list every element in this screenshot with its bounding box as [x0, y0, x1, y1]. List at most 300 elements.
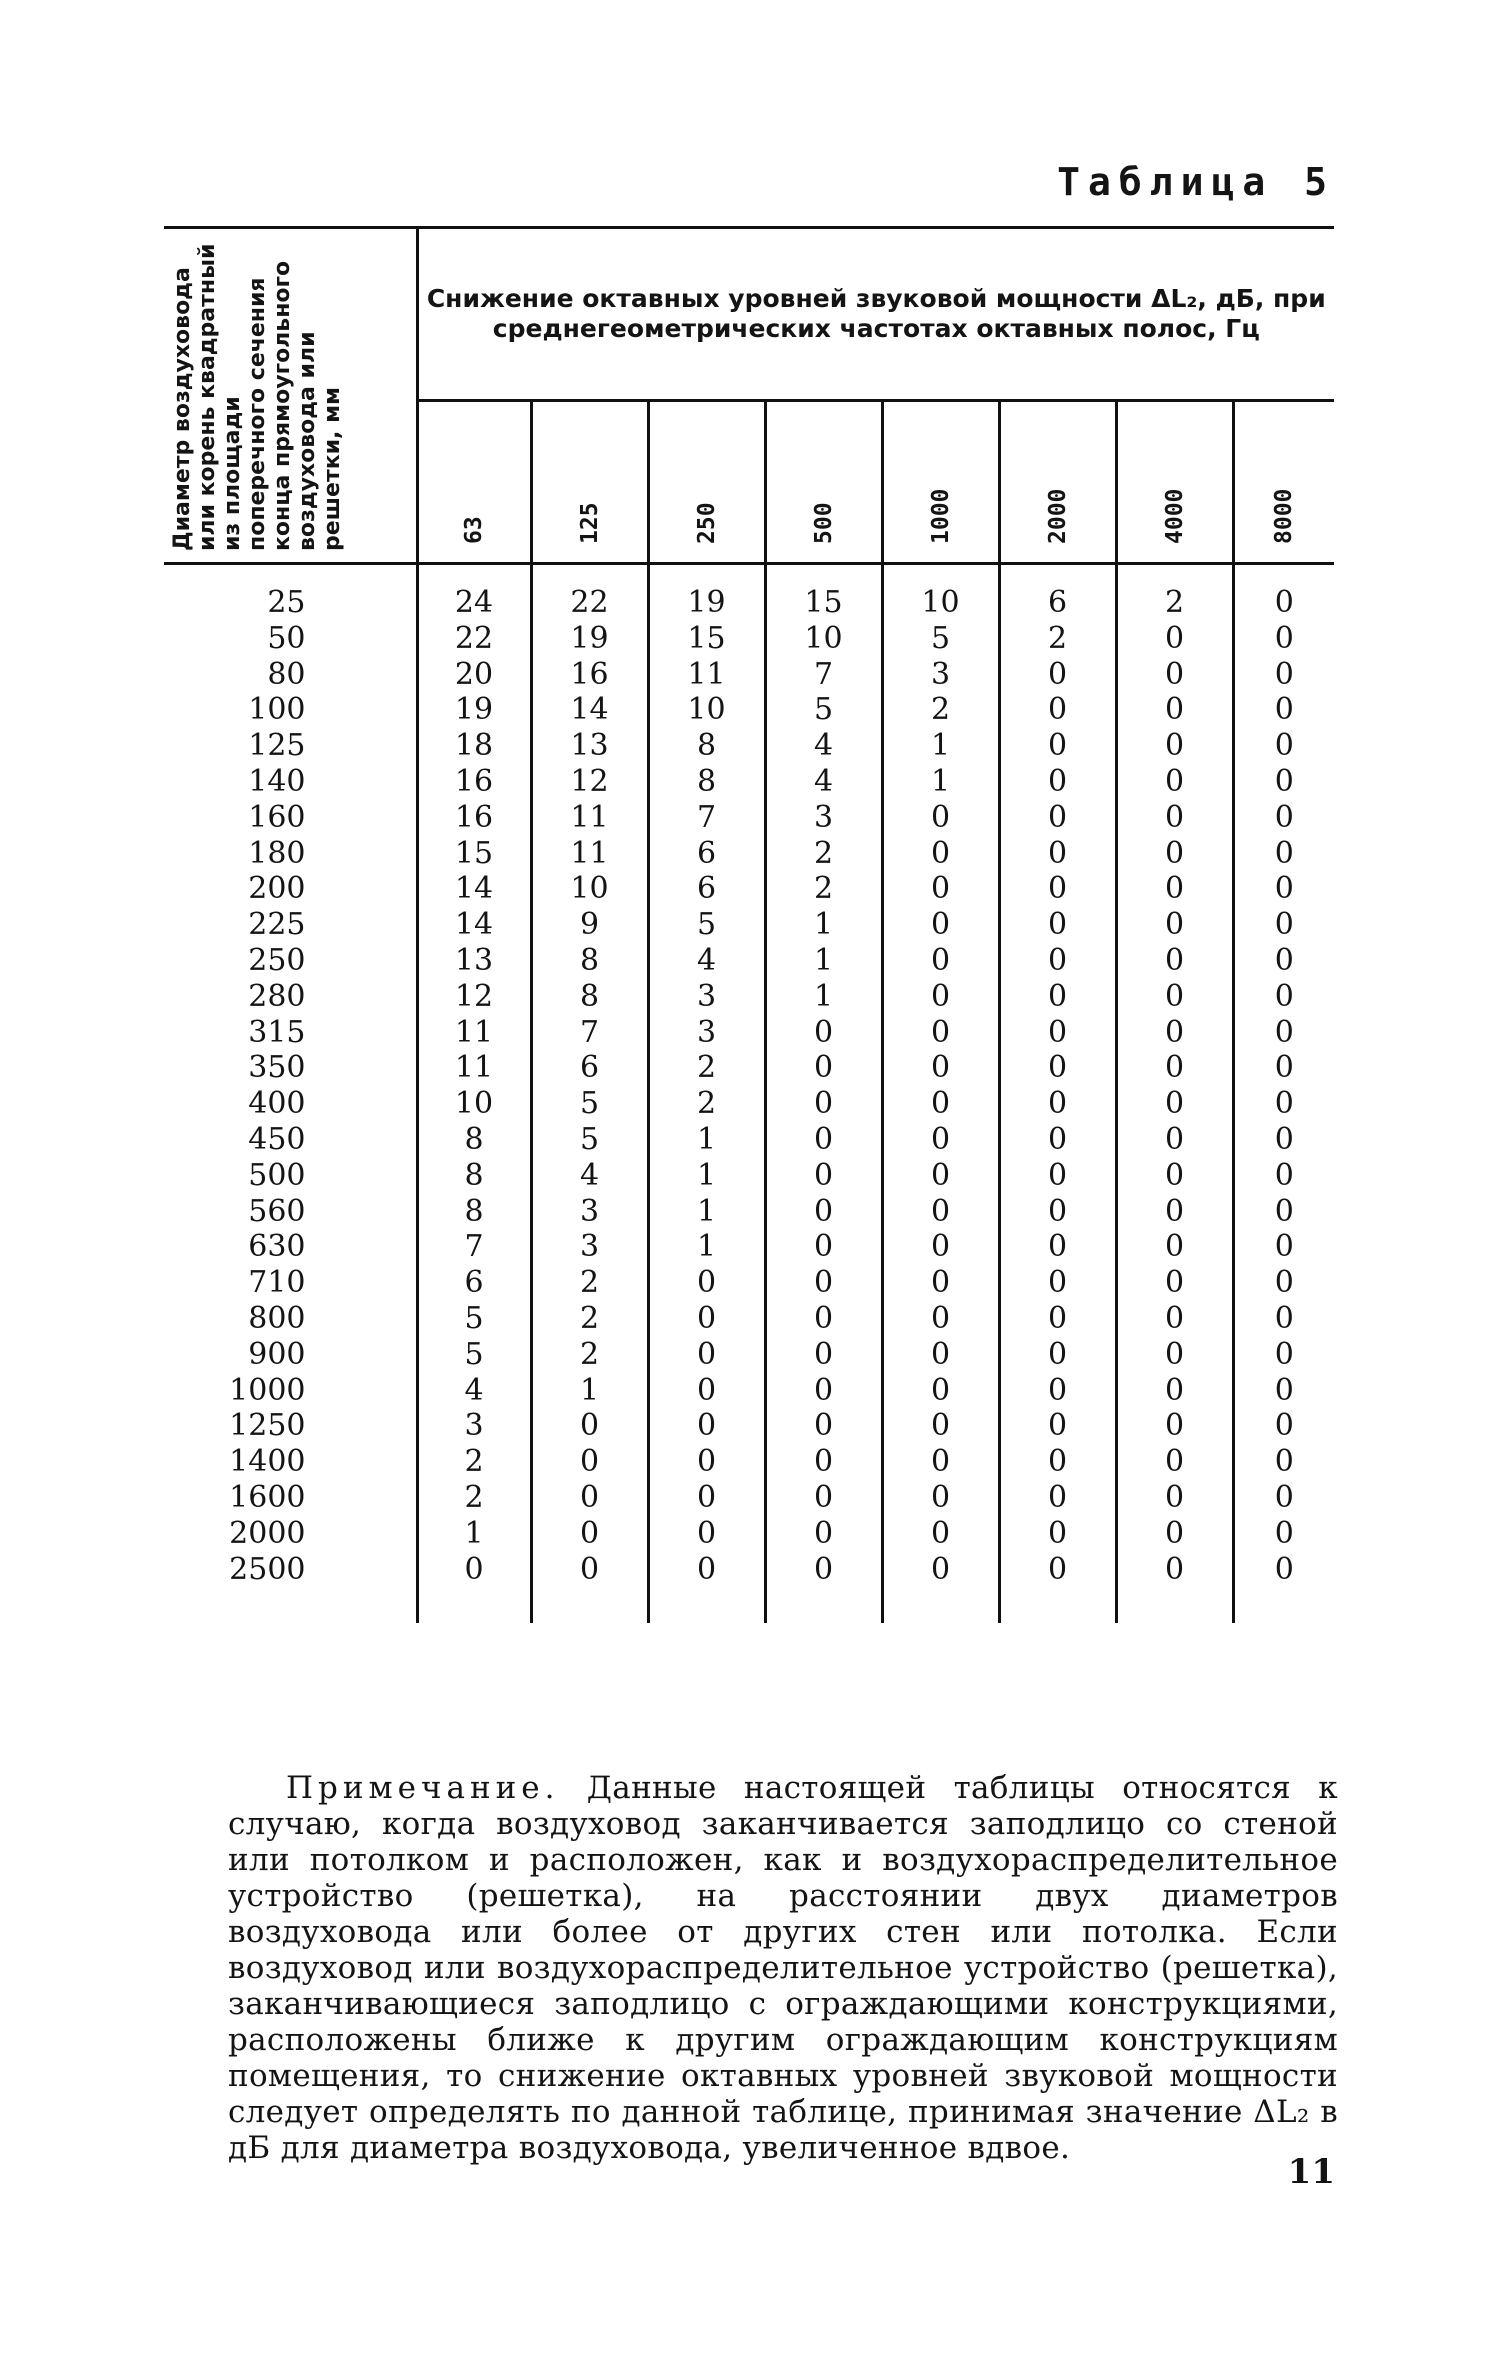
value-cell: 5: [417, 1301, 531, 1337]
value-cell: 0: [765, 1337, 882, 1373]
value-cell: 0: [417, 1552, 531, 1588]
value-cell: 1: [648, 1194, 765, 1230]
frequency-label: 500: [810, 502, 837, 544]
value-cell: 0: [1274, 728, 1294, 764]
value-cell: 13: [531, 728, 648, 764]
value-cell: 1: [531, 1373, 648, 1409]
spacer-cell: [648, 1587, 765, 1623]
value-cell: 0: [1274, 1086, 1294, 1122]
diameter-cell: 80: [164, 657, 417, 693]
value-cell: 0: [1274, 1157, 1294, 1193]
table-row: [164, 728, 1334, 764]
value-cell: 6: [417, 1265, 531, 1301]
value-cell: 0: [765, 1194, 882, 1230]
value-cell: 0: [999, 1050, 1116, 1086]
value-cell: 0: [1274, 1229, 1294, 1265]
value-cell: 0: [999, 728, 1116, 764]
value-cell: 0: [765, 1122, 882, 1158]
value-cell: 2: [417, 1444, 531, 1480]
value-cell: 0: [648, 1408, 765, 1444]
value-cell: 0: [999, 1444, 1116, 1480]
value-cell: 0: [1116, 1516, 1233, 1552]
value-cell: 0: [648, 1444, 765, 1480]
table-row: [164, 1444, 1334, 1480]
table-row: [164, 1015, 1334, 1051]
value-cell: 10: [765, 621, 882, 657]
diameter-cell: 400: [164, 1086, 417, 1122]
value-cell: 1: [417, 1516, 531, 1552]
value-cell: 11: [417, 1050, 531, 1086]
diameter-cell: 200: [164, 871, 417, 907]
frequency-label: 2000: [1044, 488, 1071, 544]
value-cell: 0: [999, 1158, 1116, 1194]
value-cell: 15: [648, 621, 765, 657]
value-cell: 20: [417, 657, 531, 693]
table-row: [164, 1373, 1334, 1409]
value-cell: 11: [648, 657, 765, 693]
frequency-label: 63: [461, 516, 487, 544]
table-row: [164, 1122, 1334, 1158]
table-row: [164, 764, 1334, 800]
value-cell: 0: [1116, 692, 1233, 728]
value-cell: 0: [1116, 1122, 1233, 1158]
diameter-cell: 100: [164, 692, 417, 728]
spacer-cell: [1116, 1587, 1233, 1623]
value-cell: 2: [999, 621, 1116, 657]
value-cell: 0: [882, 943, 999, 979]
value-cell: 0: [1116, 1552, 1233, 1588]
value-cell: 5: [648, 907, 765, 943]
diameter-cell: 800: [164, 1301, 417, 1337]
value-cell: 3: [531, 1194, 648, 1230]
value-cell: 0: [1116, 1158, 1233, 1194]
value-cell: 1: [648, 1158, 765, 1194]
value-cell: 0: [1116, 1408, 1233, 1444]
frequency-header: [1233, 401, 1334, 564]
value-cell: 0: [882, 1158, 999, 1194]
value-cell: 0: [1116, 1337, 1233, 1373]
value-cell: 0: [882, 979, 999, 1015]
frequency-label: 8000: [1271, 488, 1298, 544]
table-row: [164, 1050, 1334, 1086]
table-row: [164, 692, 1334, 728]
value-cell: 0: [1116, 764, 1233, 800]
value-cell: 0: [999, 1086, 1116, 1122]
value-cell: 0: [1116, 1444, 1233, 1480]
value-cell: 10: [531, 871, 648, 907]
table-row: [164, 1194, 1334, 1230]
value-cell: 19: [648, 564, 765, 621]
diameter-cell: 280: [164, 979, 417, 1015]
frequency-label: 1000: [927, 488, 954, 544]
value-cell: 8: [417, 1158, 531, 1194]
table-bottom-spacer: [164, 1587, 1334, 1623]
value-cell: 10: [648, 692, 765, 728]
diameter-header-text: Диаметр воздуховода или корень квадратный из площади поперечного сечения конца прямоугольного воздуховода или решетки, мм: [170, 243, 345, 551]
value-cell: 5: [531, 1122, 648, 1158]
value-cell: 0: [1116, 1015, 1233, 1051]
table-row: [164, 1229, 1334, 1265]
note-label: Примечание.: [286, 1770, 560, 1806]
attenuation-table: [164, 226, 1334, 1623]
value-cell: 0: [882, 1480, 999, 1516]
value-cell: 3: [531, 1229, 648, 1265]
value-cell: 13: [417, 943, 531, 979]
value-cell: 0: [999, 1373, 1116, 1409]
table-row: [164, 907, 1334, 943]
diameter-cell: 1000: [164, 1373, 417, 1409]
table-row: [164, 800, 1334, 836]
value-cell: 6: [999, 564, 1116, 621]
value-cell: 0: [999, 1552, 1116, 1588]
value-cell: 0: [882, 1050, 999, 1086]
value-cell: 14: [417, 907, 531, 943]
value-cell: 16: [417, 800, 531, 836]
value-cell: 0: [765, 1265, 882, 1301]
note-text: Данные настоящей таблицы относятся к случаю, когда воздуховод заканчивается заподлицо со стеной или потолком и расположен, как и воздухораспределительное устройство (решетка), на расстоянии двух диаметров воздуховода или более от других стен или потолка. Если воздуховод или воздухораспределительное устройство (решетка), заканчивающиеся заподлицо с ограждающими конструкциями, расположены ближе к другим ограждающим конструкциям помещения, то снижение октавных уровней звуковой мощности следует определять по данной таблице, принимая значение ΔL₂ в дБ для диаметра воздуховода, увеличенное вдвое.: [228, 1770, 1338, 2166]
value-cell: 1: [882, 728, 999, 764]
diameter-cell: 630: [164, 1229, 417, 1265]
value-cell: 15: [417, 836, 531, 872]
value-cell: 0: [531, 1516, 648, 1552]
value-cell: 8: [417, 1194, 531, 1230]
value-cell: 0: [765, 1516, 882, 1552]
value-cell: 0: [882, 907, 999, 943]
value-cell: 14: [531, 692, 648, 728]
value-cell: 3: [882, 657, 999, 693]
value-cell: 0: [648, 1265, 765, 1301]
table-row: [164, 1516, 1334, 1552]
value-cell: 0: [648, 1552, 765, 1588]
value-cell: 2: [882, 692, 999, 728]
spacer-cell: [531, 1587, 648, 1623]
diameter-cell: 315: [164, 1015, 417, 1051]
value-cell: 0: [765, 1158, 882, 1194]
table-body: [164, 564, 1334, 1624]
frequency-label: 250: [693, 502, 720, 544]
value-cell: 0: [765, 1015, 882, 1051]
value-cell: 0: [1116, 943, 1233, 979]
diameter-cell: 225: [164, 907, 417, 943]
value-cell: 4: [765, 764, 882, 800]
diameter-cell: 140: [164, 764, 417, 800]
value-cell: 0: [765, 1480, 882, 1516]
table-row: [164, 621, 1334, 657]
value-cell: 19: [417, 692, 531, 728]
value-cell: 0: [882, 1194, 999, 1230]
diameter-cell: 2000: [164, 1516, 417, 1552]
diameter-cell: 25: [164, 564, 417, 621]
value-cell: 0: [1116, 1373, 1233, 1409]
value-cell: 0: [1116, 1194, 1233, 1230]
diameter-cell: 50: [164, 621, 417, 657]
frequency-header: [417, 401, 531, 564]
value-cell: 0: [1274, 942, 1294, 978]
frequency-header: [531, 401, 648, 564]
value-cell: 5: [531, 1086, 648, 1122]
value-cell: 1: [648, 1122, 765, 1158]
group-header: Снижение октавных уровней звуковой мощности ΔL₂, дБ, при среднегеометрических частотах октавных полос, Гц: [417, 228, 1334, 401]
value-cell: 8: [531, 979, 648, 1015]
value-cell: 1: [882, 764, 999, 800]
value-cell: 0: [1274, 585, 1294, 620]
value-cell: 0: [1274, 871, 1294, 907]
table-row: [164, 1408, 1334, 1444]
value-cell: 0: [1116, 1480, 1233, 1516]
spacer-cell: [1233, 1587, 1334, 1623]
table-row: [164, 979, 1334, 1015]
value-cell: 0: [1116, 1050, 1233, 1086]
value-cell: 2: [531, 1337, 648, 1373]
value-cell: 0: [999, 1408, 1116, 1444]
value-cell: 0: [882, 1265, 999, 1301]
value-cell: 0: [1116, 836, 1233, 872]
value-cell: 7: [531, 1015, 648, 1051]
value-cell: 11: [531, 800, 648, 836]
value-cell: 2: [417, 1480, 531, 1516]
value-cell: 0: [999, 692, 1116, 728]
value-cell: 12: [531, 764, 648, 800]
value-cell: 0: [648, 1516, 765, 1552]
value-cell: 0: [1274, 692, 1294, 728]
value-cell: 0: [999, 1122, 1116, 1158]
value-cell: 0: [1116, 1229, 1233, 1265]
value-cell: 0: [765, 1444, 882, 1480]
frequency-header: [882, 401, 999, 564]
table-row: [164, 1480, 1334, 1516]
frequency-header: [999, 401, 1116, 564]
table-row: [164, 1265, 1334, 1301]
diameter-cell: 1250: [164, 1408, 417, 1444]
value-cell: 0: [1274, 1444, 1294, 1480]
value-cell: 11: [531, 836, 648, 872]
value-cell: 7: [417, 1229, 531, 1265]
diameter-cell: 350: [164, 1050, 417, 1086]
value-cell: 0: [531, 1480, 648, 1516]
value-cell: 6: [648, 836, 765, 872]
value-cell: 18: [417, 728, 531, 764]
diameter-cell: 900: [164, 1337, 417, 1373]
value-cell: 14: [417, 871, 531, 907]
value-cell: 6: [648, 871, 765, 907]
value-cell: 0: [1274, 1515, 1294, 1551]
value-cell: 0: [882, 1337, 999, 1373]
value-cell: 19: [531, 621, 648, 657]
value-cell: 0: [1274, 1336, 1294, 1372]
value-cell: 0: [999, 1301, 1116, 1337]
value-cell: 0: [765, 1050, 882, 1086]
value-cell: 2: [765, 836, 882, 872]
diameter-cell: 250: [164, 943, 417, 979]
table-row: [164, 1337, 1334, 1373]
table-row: [164, 1158, 1334, 1194]
value-cell: 9: [531, 907, 648, 943]
diameter-cell: 180: [164, 836, 417, 872]
table-row: [164, 1086, 1334, 1122]
value-cell: 0: [999, 1516, 1116, 1552]
value-cell: 5: [882, 621, 999, 657]
value-cell: 0: [1274, 835, 1294, 871]
value-cell: 0: [1274, 1121, 1294, 1157]
value-cell: 0: [1274, 656, 1294, 692]
value-cell: 4: [417, 1373, 531, 1409]
value-cell: 0: [765, 1086, 882, 1122]
value-cell: 10: [882, 564, 999, 621]
value-cell: 0: [1274, 1479, 1294, 1515]
value-cell: 0: [531, 1552, 648, 1588]
value-cell: 0: [1274, 1372, 1294, 1408]
value-cell: 1: [765, 943, 882, 979]
value-cell: 3: [417, 1408, 531, 1444]
value-cell: 0: [648, 1301, 765, 1337]
value-cell: 8: [648, 728, 765, 764]
frequency-label: 125: [576, 502, 603, 544]
value-cell: 10: [417, 1086, 531, 1122]
value-cell: 5: [765, 692, 882, 728]
table-row: [164, 1301, 1334, 1337]
diameter-cell: 160: [164, 800, 417, 836]
diameter-cell: 560: [164, 1194, 417, 1230]
value-cell: 0: [882, 800, 999, 836]
value-cell: 0: [1274, 1014, 1294, 1050]
value-cell: 22: [417, 621, 531, 657]
note-paragraph: [228, 1770, 1338, 2166]
value-cell: 0: [999, 800, 1116, 836]
table-row: [164, 871, 1334, 907]
diameter-cell: 2500: [164, 1552, 417, 1588]
value-cell: 0: [765, 1301, 882, 1337]
value-cell: 0: [882, 871, 999, 907]
diameter-cell: 450: [164, 1122, 417, 1158]
value-cell: 8: [531, 943, 648, 979]
value-cell: 16: [531, 657, 648, 693]
value-cell: 3: [765, 800, 882, 836]
value-cell: 2: [1116, 564, 1233, 621]
value-cell: 0: [1116, 907, 1233, 943]
value-cell: 16: [417, 764, 531, 800]
value-cell: 0: [648, 1480, 765, 1516]
value-cell: 0: [882, 1552, 999, 1588]
value-cell: 0: [1274, 799, 1294, 835]
value-cell: 0: [999, 907, 1116, 943]
value-cell: 0: [882, 1086, 999, 1122]
table-row: [164, 943, 1334, 979]
value-cell: 0: [882, 836, 999, 872]
frequency-header: [1116, 401, 1233, 564]
page-number: 11: [1287, 2152, 1335, 2192]
value-cell: 24: [417, 564, 531, 621]
value-cell: 7: [765, 657, 882, 693]
value-cell: 0: [1116, 621, 1233, 657]
diameter-cell: 125: [164, 728, 417, 764]
value-cell: 0: [648, 1337, 765, 1373]
value-cell: 0: [1116, 1301, 1233, 1337]
value-cell: 3: [648, 1015, 765, 1051]
value-cell: 0: [1116, 800, 1233, 836]
value-cell: 12: [417, 979, 531, 1015]
value-cell: 6: [531, 1050, 648, 1086]
value-cell: 0: [1274, 978, 1294, 1014]
spacer-cell: [999, 1587, 1116, 1623]
value-cell: 5: [417, 1337, 531, 1373]
value-cell: 0: [999, 1480, 1116, 1516]
table-row: [164, 836, 1334, 872]
value-cell: 0: [999, 1194, 1116, 1230]
diameter-cell: 1600: [164, 1480, 417, 1516]
value-cell: 4: [648, 943, 765, 979]
value-cell: 0: [1116, 871, 1233, 907]
diameter-cell: 710: [164, 1265, 417, 1301]
value-cell: 0: [999, 836, 1116, 872]
spacer-cell: [882, 1587, 999, 1623]
value-cell: 0: [765, 1229, 882, 1265]
value-cell: 1: [648, 1229, 765, 1265]
value-cell: 0: [1274, 1551, 1294, 1587]
value-cell: 0: [1274, 1300, 1294, 1336]
value-cell: 0: [1274, 1408, 1294, 1444]
value-cell: 1: [765, 979, 882, 1015]
value-cell: 0: [999, 1265, 1116, 1301]
value-cell: 2: [531, 1301, 648, 1337]
value-cell: 2: [765, 871, 882, 907]
table-row: [164, 564, 1334, 621]
value-cell: 0: [999, 1229, 1116, 1265]
value-cell: 11: [417, 1015, 531, 1051]
value-cell: 7: [648, 800, 765, 836]
value-cell: 8: [417, 1122, 531, 1158]
value-cell: 2: [648, 1086, 765, 1122]
value-cell: 4: [531, 1158, 648, 1194]
value-cell: 0: [882, 1229, 999, 1265]
value-cell: 0: [999, 979, 1116, 1015]
value-cell: 0: [882, 1408, 999, 1444]
table-row: [164, 657, 1334, 693]
value-cell: 3: [648, 979, 765, 1015]
value-cell: 2: [531, 1265, 648, 1301]
diameter-cell: 1400: [164, 1444, 417, 1480]
value-cell: 0: [999, 943, 1116, 979]
value-cell: 0: [882, 1015, 999, 1051]
value-cell: 0: [1116, 728, 1233, 764]
value-cell: 0: [1116, 1086, 1233, 1122]
value-cell: 0: [1274, 907, 1294, 943]
value-cell: 0: [765, 1552, 882, 1588]
diameter-cell: 500: [164, 1158, 417, 1194]
value-cell: 0: [1274, 763, 1294, 799]
frequency-header: [765, 401, 882, 564]
value-cell: 0: [999, 1015, 1116, 1051]
value-cell: 0: [765, 1408, 882, 1444]
value-cell: 22: [531, 564, 648, 621]
value-cell: 0: [531, 1408, 648, 1444]
value-cell: 0: [765, 1373, 882, 1409]
value-cell: 0: [999, 764, 1116, 800]
value-cell: 4: [765, 728, 882, 764]
value-cell: 2: [648, 1050, 765, 1086]
frequency-label: 4000: [1161, 488, 1188, 544]
value-cell: 0: [882, 1122, 999, 1158]
value-cell: 0: [882, 1516, 999, 1552]
spacer-cell: [417, 1587, 531, 1623]
table-title: Таблица 5: [1057, 160, 1335, 204]
value-cell: 8: [648, 764, 765, 800]
value-cell: 0: [999, 1337, 1116, 1373]
spacer-cell: [765, 1587, 882, 1623]
value-cell: 0: [1116, 979, 1233, 1015]
value-cell: 0: [1116, 1265, 1233, 1301]
value-cell: 0: [531, 1444, 648, 1480]
value-cell: 0: [1274, 620, 1294, 656]
